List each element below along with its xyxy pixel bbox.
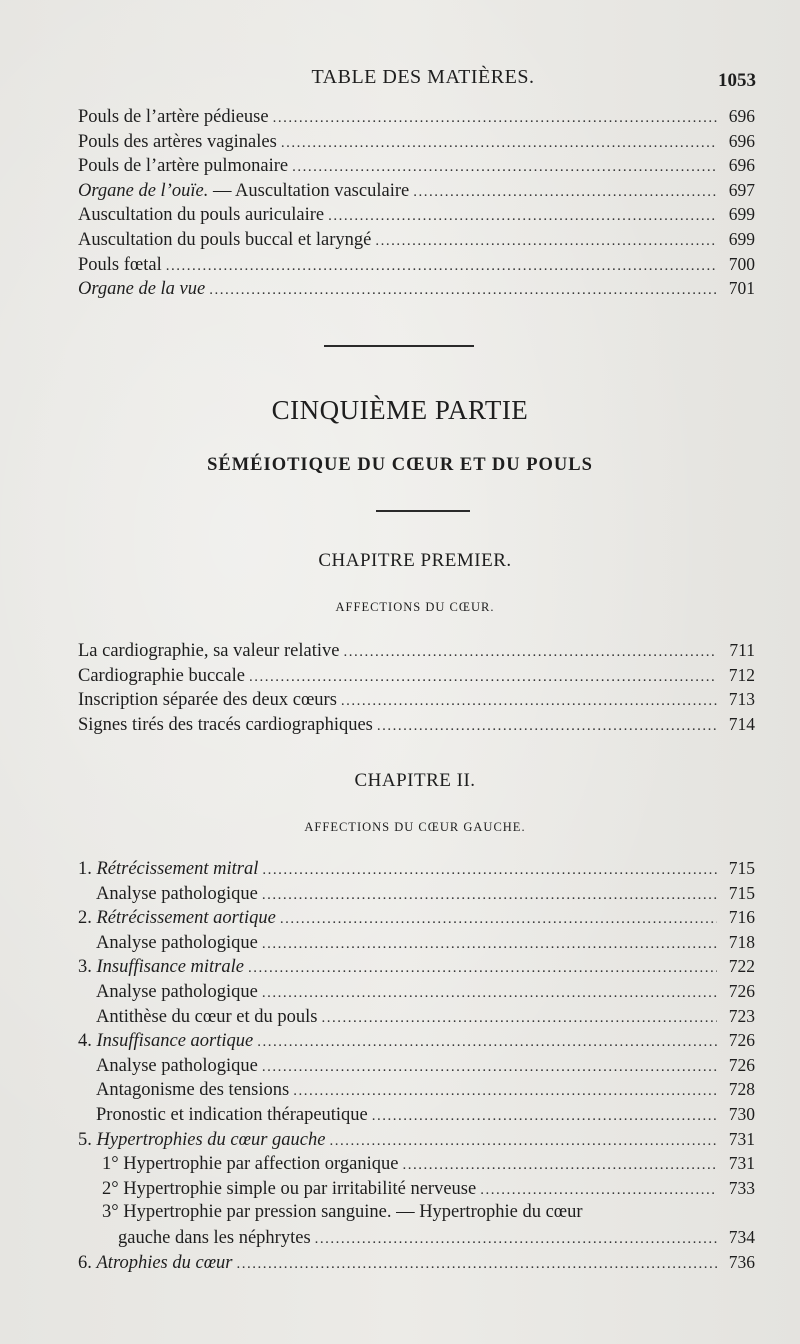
toc-entry <box>78 204 755 229</box>
toc-entry <box>78 180 755 205</box>
chapter-2-subtitle: AFFECTIONS DU CŒUR GAUCHE. <box>304 820 526 834</box>
entry-label: Inscription séparée des deux cœurs <box>78 690 337 711</box>
toc-subentry <box>78 1153 755 1178</box>
leader-dots <box>315 1231 717 1248</box>
entry-page: 723 <box>728 1005 755 1026</box>
entry-page: 734 <box>728 1226 755 1247</box>
entry-page: 701 <box>728 278 755 299</box>
entry-page: 696 <box>728 106 755 126</box>
entry-label: 2° Hypertrophie simple ou par irritabilité nerveuse <box>102 1178 477 1199</box>
entry-page: 699 <box>728 204 755 225</box>
entry-label: Auscultation du pouls buccal et laryngé <box>78 229 372 250</box>
entry-page: 696 <box>728 130 755 151</box>
entry-page: 726 <box>728 1054 755 1075</box>
entry-number: 1. <box>78 859 92 879</box>
entry-label: 1° Hypertrophie par affection organique <box>102 1154 399 1175</box>
entry-label: Antagonisme des tensions <box>96 1080 290 1101</box>
entry-title: Rétrécissement mitral <box>96 859 259 879</box>
leader-dots <box>343 644 717 661</box>
entry-label <box>78 908 276 929</box>
entry-label <box>78 859 258 880</box>
entry-label: Auscultation du pouls auriculaire <box>78 205 325 226</box>
entry-label: Analyse pathologique <box>96 932 258 953</box>
toc-entry <box>78 907 755 932</box>
running-header <box>78 66 768 96</box>
entry-page: 716 <box>728 907 755 928</box>
chapter-1-title: CHAPITRE PREMIER. <box>318 550 512 571</box>
entry-number: 4. <box>78 1031 92 1052</box>
entry-number: 3. <box>78 957 92 978</box>
leader-dots <box>377 718 717 735</box>
entry-page: 730 <box>728 1103 755 1124</box>
entry-number: 5. <box>78 1129 92 1150</box>
entry-label: Pouls fœtal <box>78 254 162 275</box>
entry-page: 733 <box>728 1177 755 1198</box>
chapter-2-title: CHAPITRE II. <box>354 770 476 791</box>
entry-title: Atrophies du cœur <box>96 1252 233 1273</box>
entry-label <box>78 1130 325 1151</box>
toc-subentry-line1 <box>78 1202 755 1227</box>
leader-dots <box>329 1133 717 1150</box>
section-rule <box>324 345 474 347</box>
leader-dots <box>281 135 717 152</box>
entry-label <box>78 957 244 978</box>
leader-dots <box>237 1256 717 1273</box>
leader-dots <box>262 936 717 953</box>
toc-entry <box>78 1252 755 1277</box>
toc-entry <box>78 640 755 665</box>
entry-number: 6. <box>78 1252 92 1273</box>
leader-dots <box>292 159 717 176</box>
entry-label-italic: Organe de l’ouïe. <box>78 180 209 201</box>
entry-label: Pronostic et indication thérapeutique <box>96 1104 368 1125</box>
chapter-1-entries <box>78 640 755 738</box>
toc-entry <box>78 106 755 131</box>
entry-page: 714 <box>728 713 755 734</box>
entry-page: 697 <box>728 179 755 200</box>
leader-dots <box>209 282 717 299</box>
leader-dots <box>280 911 717 928</box>
toc-entry <box>78 229 755 254</box>
leader-dots <box>328 208 717 225</box>
entry-label: Pouls de l’artère pédieuse <box>78 107 269 127</box>
toc-subentry <box>78 883 755 908</box>
toc-entry <box>78 1129 755 1154</box>
toc-entry <box>78 1030 755 1055</box>
leader-dots <box>480 1182 717 1199</box>
toc-entry <box>78 858 755 883</box>
leader-dots <box>262 887 717 904</box>
leader-dots <box>166 258 717 275</box>
toc-subentry-line2 <box>78 1227 755 1252</box>
entry-label <box>78 1253 233 1274</box>
toc-subentry <box>78 932 755 957</box>
toc-entry <box>78 714 755 739</box>
entry-label: Analyse pathologique <box>96 883 258 904</box>
entry-label: gauche dans les néphrytes <box>118 1227 311 1248</box>
entry-label: Analyse pathologique <box>96 1055 258 1076</box>
leader-dots <box>262 1059 717 1076</box>
chapter-1-subtitle: AFFECTIONS DU CŒUR. <box>335 600 495 614</box>
entry-page: 700 <box>728 253 755 274</box>
entry-page: 715 <box>728 858 755 878</box>
toc-entry <box>78 131 755 156</box>
part-subtitle: SÉMÉIOTIQUE DU CŒUR ET DU POULS <box>207 455 593 475</box>
entry-label: Cardiographie buccale <box>78 665 245 686</box>
leader-dots <box>273 110 717 127</box>
leader-dots <box>249 669 717 686</box>
leader-dots <box>257 1034 717 1051</box>
entry-page: 731 <box>728 1153 755 1174</box>
toc-entry <box>78 956 755 981</box>
entry-page: 726 <box>728 980 755 1001</box>
leader-dots <box>293 1083 717 1100</box>
entry-title: Insuffisance aortique <box>96 1031 254 1052</box>
toc-subentry <box>78 1178 755 1203</box>
entry-label <box>78 1031 253 1052</box>
part-rule <box>376 510 470 512</box>
toc-subentry <box>78 981 755 1006</box>
entry-page: 718 <box>728 931 755 952</box>
leader-dots <box>372 1108 717 1125</box>
leader-dots <box>321 1010 717 1027</box>
entry-page: 722 <box>728 956 755 977</box>
entry-title: Hypertrophies du cœur gauche <box>96 1129 326 1150</box>
entry-page: 711 <box>729 640 755 660</box>
leader-dots <box>262 985 717 1002</box>
entry-page: 736 <box>728 1251 755 1272</box>
part-title: CINQUIÈME PARTIE <box>271 395 529 425</box>
entry-label <box>78 181 409 202</box>
entry-label: La cardiographie, sa valeur relative <box>78 641 340 661</box>
toc-entry <box>78 254 755 279</box>
chapter-2-entries <box>78 858 755 1276</box>
entry-page: 712 <box>728 664 755 685</box>
entry-page: 696 <box>728 155 755 176</box>
toc-subentry <box>78 1079 755 1104</box>
toc-subentry <box>78 1006 755 1031</box>
entry-label: Pouls de l’artère pulmonaire <box>78 156 289 177</box>
entry-label: Signes tirés des tracés cardiographiques <box>78 714 373 735</box>
entry-number: 2. <box>78 908 92 929</box>
entry-page: 713 <box>728 689 755 710</box>
toc-subentry <box>78 1055 755 1080</box>
leader-dots <box>402 1157 717 1174</box>
leader-dots <box>375 233 717 250</box>
header-page-number: 1053 <box>718 70 756 91</box>
entry-label: 3° Hypertrophie par pression sanguine. — Hypertrophie du cœur <box>102 1202 583 1223</box>
entry-title: Rétrécissement aortique <box>96 908 276 929</box>
entry-label: Organe de la vue <box>78 279 206 300</box>
entry-page: 731 <box>728 1128 755 1149</box>
leader-dots <box>413 184 717 201</box>
entry-label: Pouls des artères vaginales <box>78 131 277 152</box>
toc-entry <box>78 689 755 714</box>
entry-page: 699 <box>728 228 755 249</box>
header-title: TABLE DES MATIÈRES. <box>311 66 535 88</box>
toc-top-section <box>78 106 755 303</box>
entry-label: Analyse pathologique <box>96 981 258 1002</box>
entry-title: Insuffisance mitrale <box>96 957 244 978</box>
toc-entry <box>78 665 755 690</box>
leader-dots <box>262 862 717 879</box>
entry-page: 715 <box>728 882 755 903</box>
entry-label-rest: — Auscultation vasculaire <box>208 180 410 201</box>
entry-page: 728 <box>728 1079 755 1100</box>
toc-subentry <box>78 1104 755 1129</box>
entry-page: 726 <box>728 1030 755 1051</box>
leader-dots <box>341 693 717 710</box>
leader-dots <box>248 960 717 977</box>
entry-label: Antithèse du cœur et du pouls <box>96 1006 318 1027</box>
toc-entry <box>78 155 755 180</box>
toc-entry <box>78 278 755 303</box>
